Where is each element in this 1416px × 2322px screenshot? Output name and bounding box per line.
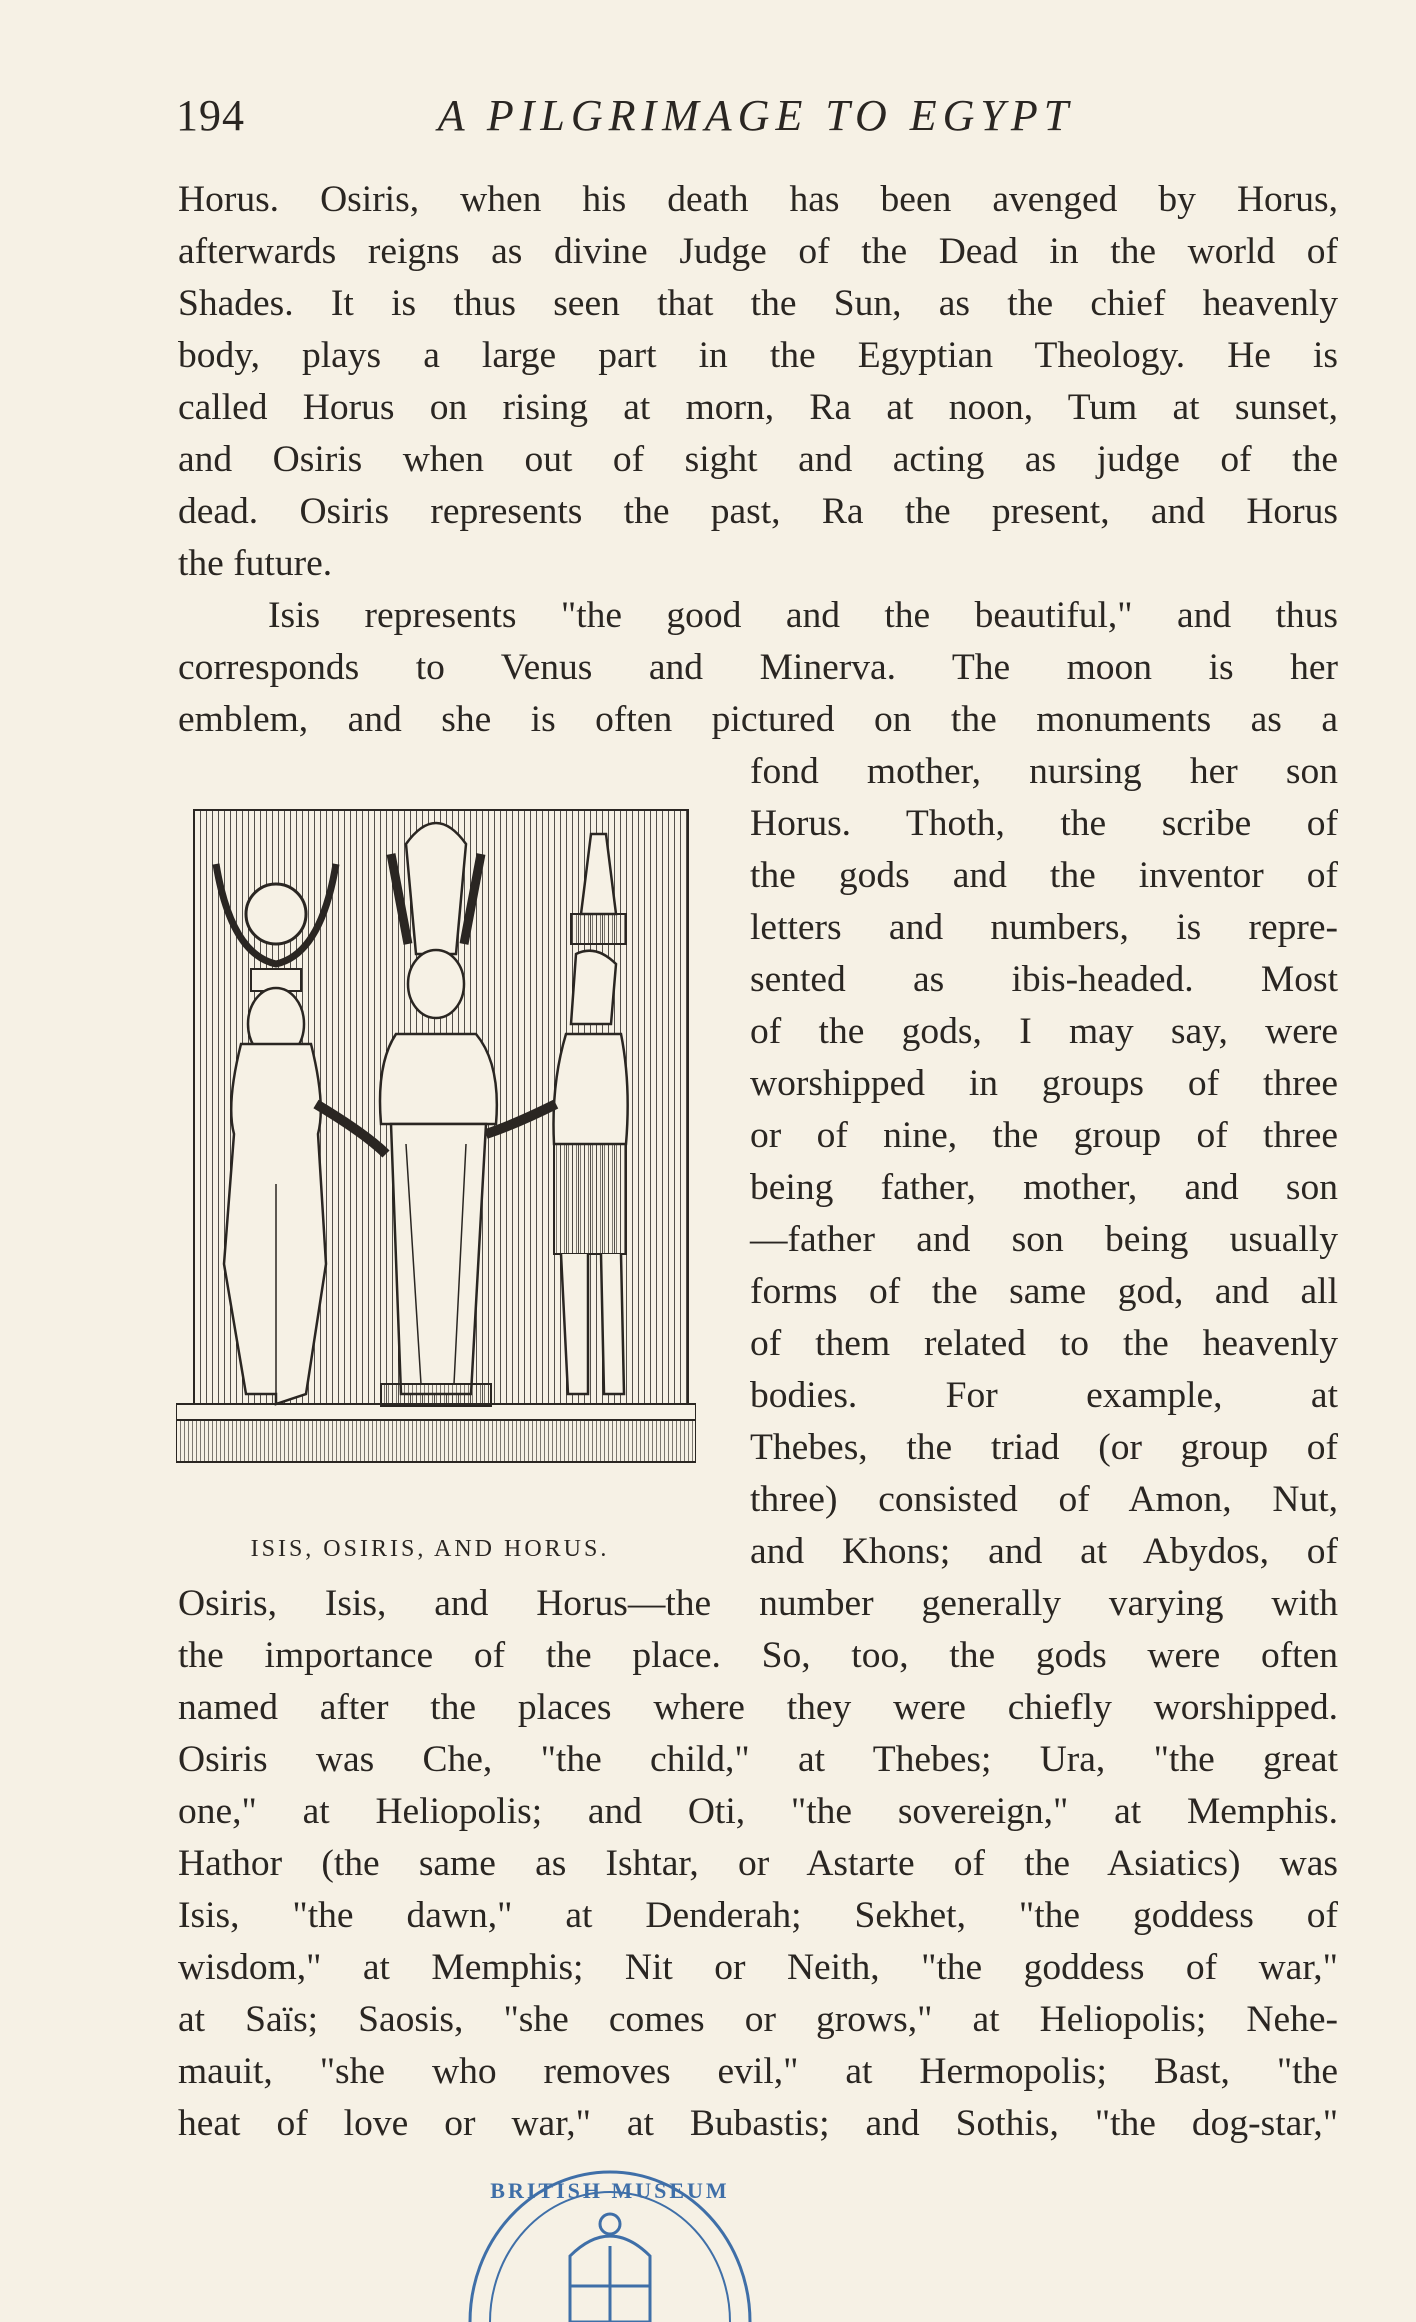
text-line: named after the places where they were chiefly worshipped. xyxy=(178,1687,1338,1728)
page-number: 194 xyxy=(176,91,245,140)
engraving-isis-osiris-horus xyxy=(176,804,696,1496)
text-line: one," at Heliopolis; and Oti, "the sovereign," at Memphis. xyxy=(178,1791,1338,1832)
text-line: the gods and the inventor of xyxy=(750,855,1338,896)
text-line: heat of love or war," at Bubastis; and Sothis, "the dog-star," xyxy=(178,2103,1338,2144)
text-line: of the gods, I may say, were xyxy=(750,1011,1338,1052)
text-line: Horus. Osiris, when his death has been avenged by Horus, xyxy=(178,179,1338,220)
text-line: Shades. It is thus seen that the Sun, as the chief heavenly xyxy=(178,283,1338,324)
library-stamp xyxy=(460,2146,760,2322)
text-line: corresponds to Venus and Minerva. The moon is her xyxy=(178,647,1338,688)
text-line: Hathor (the same as Ishtar, or Astarte of the Asiatics) was xyxy=(178,1843,1338,1884)
text-line: of them related to the heavenly xyxy=(750,1323,1338,1364)
text-line: the importance of the place. So, too, the gods were often xyxy=(178,1635,1338,1676)
text-line: Isis represents "the good and the beautiful," and thus xyxy=(268,595,1338,636)
text-line: dead. Osiris represents the past, Ra the present, and Horus xyxy=(178,491,1338,532)
page-header xyxy=(176,90,1336,150)
text-line: called Horus on rising at morn, Ra at noon, Tum at sunset, xyxy=(178,387,1338,428)
text-line: mauit, "she who removes evil," at Hermopolis; Bast, "the xyxy=(178,2051,1338,2092)
text-line: letters and numbers, is repre- xyxy=(750,907,1338,948)
text-line: at Saïs; Saosis, "she comes or grows," at Heliopolis; Nehe- xyxy=(178,1999,1338,2040)
text-line: Osiris, Isis, and Horus—the number generally varying with xyxy=(178,1583,1338,1624)
running-title: A PILGRIMAGE TO EGYPT xyxy=(437,91,1075,140)
text-line: being father, mother, and son xyxy=(750,1167,1338,1208)
text-line: three) consisted of Amon, Nut, xyxy=(750,1479,1338,1520)
text-line: sented as ibis-headed. Most xyxy=(750,959,1338,1000)
text-line: or of nine, the group of three xyxy=(750,1115,1338,1156)
text-line: Horus. Thoth, the scribe of xyxy=(750,803,1338,844)
text-line: forms of the same god, and all xyxy=(750,1271,1338,1312)
text-line: fond mother, nursing her son xyxy=(750,751,1338,792)
stamp-text: BRITISH MUSEUM xyxy=(490,2178,730,2203)
figure-caption: ISIS, OSIRIS, AND HORUS. xyxy=(250,1536,610,1562)
text-line: afterwards reigns as divine Judge of the Dead in the world of xyxy=(178,231,1338,272)
text-line: Thebes, the triad (or group of xyxy=(750,1427,1338,1468)
text-line: Isis, "the dawn," at Denderah; Sekhet, "the goddess of xyxy=(178,1895,1338,1936)
text-line: body, plays a large part in the Egyptian Theology. He is xyxy=(178,335,1338,376)
text-line: and Khons; and at Abydos, of xyxy=(750,1531,1338,1572)
text-line: —father and son being usually xyxy=(750,1219,1338,1260)
text-line: and Osiris when out of sight and acting as judge of the xyxy=(178,439,1338,480)
text-line: wisdom," at Memphis; Nit or Neith, "the goddess of war," xyxy=(178,1947,1338,1988)
text-line: the future. xyxy=(178,543,333,584)
text-line: worshipped in groups of three xyxy=(750,1063,1338,1104)
text-line: bodies. For example, at xyxy=(750,1375,1338,1416)
text-line: emblem, and she is often pictured on the monuments as a xyxy=(178,699,1338,740)
text-line: Osiris was Che, "the child," at Thebes; Ura, "the great xyxy=(178,1739,1338,1780)
